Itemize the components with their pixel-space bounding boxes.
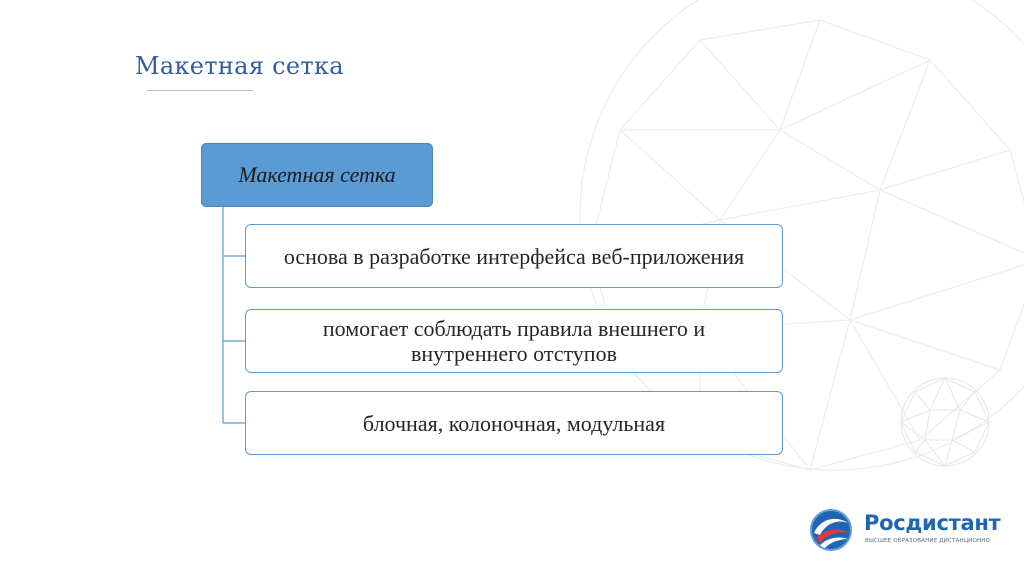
diagram-item-text: основа в разработке интерфейса веб-приложения [283,243,745,269]
logo-tagline: ВЫСШЕЕ ОБРАЗОВАНИЕ ДИСТАНЦИОННО [865,538,991,544]
diagram-item-text: блочная, колоночная, модульная [362,410,666,436]
slide-title: Макетная сетка [135,52,344,80]
logo-name: Росдистант [864,511,1001,535]
rosdistant-logo [806,505,1001,555]
rosdistant-emblem-icon [806,505,856,555]
diagram-root-label: Макетная сетка [238,162,396,187]
diagram-item-box [245,391,783,455]
diagram-item-text: помогает соблюдать правила внешнего и внутреннего отступов [322,316,706,366]
diagram-root-box [201,143,433,207]
diagram-item-box [245,224,783,288]
diagram-item-box [245,309,783,373]
